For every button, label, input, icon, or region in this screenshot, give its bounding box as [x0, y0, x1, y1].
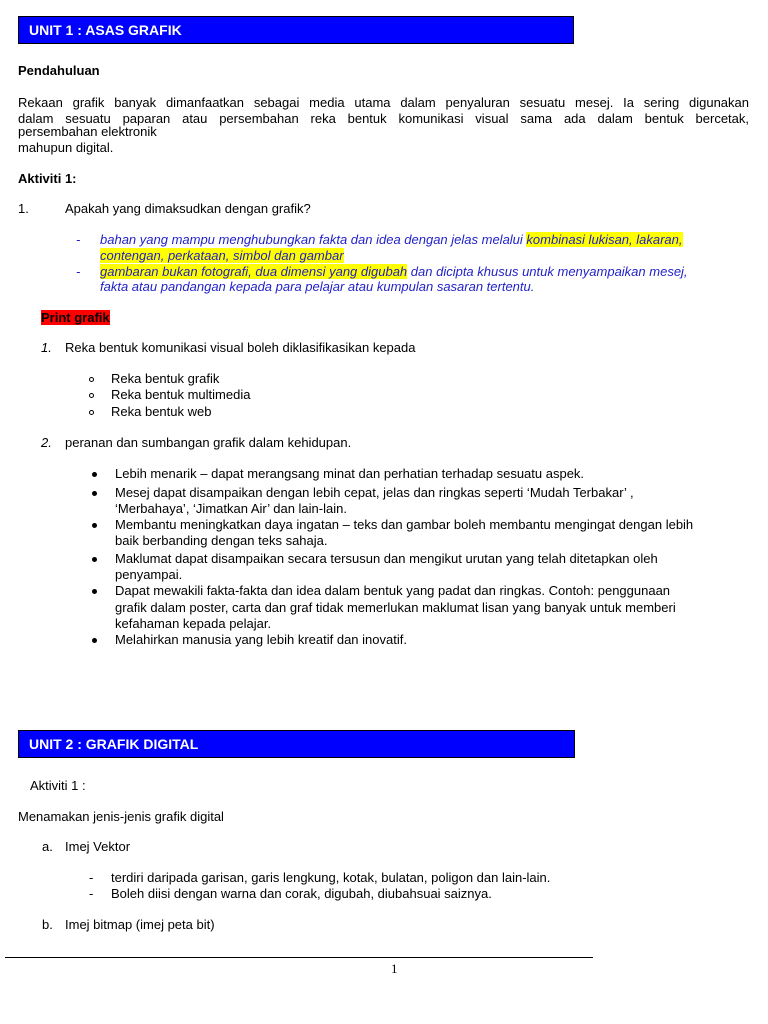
role-item: Membantu meningkatkan daya ingatan – teks dan gambar boleh membantu mengingat dengan lebih [115, 517, 694, 532]
bullet-icon [92, 472, 97, 477]
bullet-icon [92, 589, 97, 594]
item-b-text: Imej bitmap (imej peta bit) [65, 917, 215, 932]
vector-point: Boleh diisi dengan warna dan corak, digubah, diubahsuai saiznya. [111, 886, 492, 901]
role-item: Lebih menarik – dapat merangsang minat dan perhatian terhadap sesuatu aspek. [115, 466, 585, 481]
role-item-cont: baik berbanding dengan teks sahaja. [115, 533, 328, 548]
classification-item: Reka bentuk grafik [111, 371, 220, 386]
answer-2-highlight: gambaran bukan fotografi, dua dimensi yang digubah [100, 264, 408, 279]
role-item-cont: kefahaman kepada pelajar. [115, 616, 272, 631]
role-item: Maklumat dapat disampaikan secara tersusun dan mengikut urutan yang telah ditetapkan oleh [115, 551, 658, 566]
role-item: Mesej dapat disampaikan dengan lebih cepat, jelas dan ringkas seperti ‘Mudah Terbakar’ , [115, 485, 634, 500]
print-grafik-label: Print grafik [41, 310, 110, 325]
intro-heading: Pendahuluan [18, 63, 100, 78]
bullet-icon [92, 557, 97, 562]
role-item-cont: penyampai. [115, 567, 183, 582]
unit2-intro: Menamakan jenis-jenis grafik digital [18, 809, 224, 824]
intro-line-3: persembahan elektronik [18, 124, 157, 139]
circle-bullet-icon [89, 410, 94, 415]
unit2-title: UNIT 2 : GRAFIK DIGITAL [29, 736, 199, 752]
question-1-number: 1. [18, 201, 29, 216]
answer-1-line-1: bahan yang mampu menghubungkan fakta dan idea dengan jelas melalui kombinasi lukisan, lakaran, [100, 232, 683, 247]
classification-item: Reka bentuk multimedia [111, 387, 251, 402]
footer-rule [5, 957, 593, 958]
item-2-number: 2. [41, 435, 52, 450]
item-a-text: Imej Vektor [65, 839, 131, 854]
role-item-cont: grafik dalam poster, carta dan graf tidak memerlukan maklumat lisan yang banyak untuk memberi [115, 600, 676, 615]
bullet-icon [92, 491, 97, 496]
unit1-title: UNIT 1 : ASAS GRAFIK [29, 22, 182, 38]
answer-1-highlight: kombinasi lukisan, lakaran, [526, 232, 683, 247]
circle-bullet-icon [89, 377, 94, 382]
item-2-text: peranan dan sumbangan grafik dalam kehidupan. [65, 435, 352, 450]
activity-heading: Aktiviti 1: [18, 171, 77, 186]
bullet-icon [92, 523, 97, 528]
unit1-title-banner [18, 16, 574, 44]
answer-2-line-2: fakta atau pandangan kepada para pelajar atau kumpulan sasaran tertentu. [100, 279, 535, 294]
role-item-cont: ‘Merbahaya’, ‘Jimatkan Air’ dan lain-lain. [115, 501, 347, 516]
intro-line-1: Rekaan grafik banyak dimanfaatkan sebagai media utama dalam penyaluran sesuatu mesej. Ia sering digunakan [18, 95, 749, 110]
role-item: Melahirkan manusia yang lebih kreatif dan inovatif. [115, 632, 407, 647]
role-item: Dapat mewakili fakta-fakta dan idea dalam bentuk yang padat dan ringkas. Contoh: penggunaan [115, 583, 671, 598]
unit2-title-banner [18, 730, 575, 758]
circle-bullet-icon [89, 393, 94, 398]
classification-item: Reka bentuk web [111, 404, 212, 419]
item-a-label: a. [42, 839, 53, 854]
vector-point: terdiri daripada garisan, garis lengkung, kotak, bulatan, poligon dan lain-lain. [111, 870, 551, 885]
page-number: 1 [391, 961, 398, 976]
answer-2-line-1: gambaran bukan fotografi, dua dimensi yang digubah dan dicipta khusus untuk menyampaikan mesej, [100, 264, 688, 279]
intro-line-2: dalam sesuatu paparan atau persembahan reka bentuk komunikasi visual sama ada dalam bentuk bercetak, [18, 111, 749, 126]
unit2-activity: Aktiviti 1 : [30, 778, 86, 793]
item-1-number: 1. [41, 340, 52, 355]
item-1-text: Reka bentuk komunikasi visual boleh diklasifikasikan kepada [65, 340, 416, 355]
question-1-text: Apakah yang dimaksudkan dengan grafik? [65, 201, 311, 216]
bullet-icon [92, 638, 97, 643]
answer-1-line-2: contengan, perkataan, simbol dan gambar [100, 248, 344, 263]
intro-line-4: mahupun digital. [18, 140, 114, 155]
item-b-label: b. [42, 917, 53, 932]
